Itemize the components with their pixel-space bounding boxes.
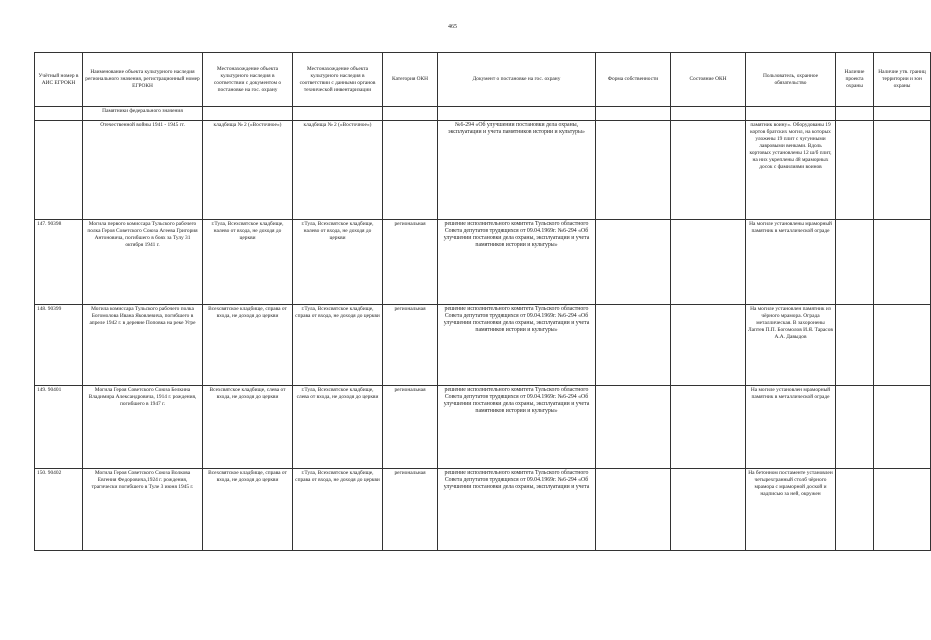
protection-document: решение исполнительного комитета Тульского областного Совета депутатов трудящихся от 09.04.1969г. №6-294 «Об улучшении постановки дела охраны, эксплуатации и учета памятников истории и культуры» xyxy=(438,305,596,386)
header-cell: Состояние ОКН xyxy=(671,53,746,107)
table-cell xyxy=(383,107,438,121)
borders xyxy=(874,469,931,551)
borders xyxy=(874,121,931,220)
protection-project xyxy=(836,386,874,469)
category: региональная xyxy=(383,469,438,551)
object-name: Могила Героя Советского Союза Волкова Евгения Федоровича,1924 г. рождения, трагически погибшего в Туле 3 июня 1945 г. xyxy=(83,469,203,551)
state xyxy=(671,386,746,469)
header-cell: Пользователь, охранное обязательство xyxy=(746,53,836,107)
table-cell xyxy=(438,107,596,121)
location-doc: Всехсвятское кладбище, справа от входа, не доходя до церкви xyxy=(203,469,293,551)
header-cell: Документ о постановке на гос. охрану xyxy=(438,53,596,107)
location-doc: Всехсвятское кладбище, справа от входа, не доходя до церкви xyxy=(203,305,293,386)
header-cell: Наличие проекта охраны xyxy=(836,53,874,107)
header-cell: Наличие утв. границ территории и зон охраны xyxy=(874,53,931,107)
table-cell xyxy=(596,107,671,121)
subheader-cell: Памятники федерального значения xyxy=(83,107,203,121)
row-number: 147. 90398 xyxy=(35,220,83,305)
table-row xyxy=(35,305,931,386)
category: региональная xyxy=(383,386,438,469)
protection-document: решение исполнительного комитета Тульского областного Совета депутатов трудящихся от 09.04.1969г. №6-294 «Об улучшении постановки дела охраны, эксплуатации и учета памятников истории и культуры» xyxy=(438,220,596,305)
page-number: 465 xyxy=(448,24,457,30)
location-doc: кладбища № 2 («Восточное») xyxy=(203,121,293,220)
ownership xyxy=(596,305,671,386)
location-bti: г.Тула, Всехсвятское кладбище, налево от входа, не доходя до церкви xyxy=(293,220,383,305)
state xyxy=(671,469,746,551)
category xyxy=(383,121,438,220)
table-row xyxy=(35,121,931,220)
table-row xyxy=(35,386,931,469)
location-bti: кладбища № 2 («Восточное») xyxy=(293,121,383,220)
ownership xyxy=(596,220,671,305)
table-cell xyxy=(203,107,293,121)
user-obligation: На могиле установлены мраморный памятник в металлической ограде xyxy=(746,220,836,305)
user-obligation: На бетонном постаменте установлен четырехгранный столб чёрного мрамора с мраморной доской и надписью за ней, окружен xyxy=(746,469,836,551)
state xyxy=(671,121,746,220)
table-cell xyxy=(293,107,383,121)
protection-project xyxy=(836,469,874,551)
table-cell xyxy=(836,107,874,121)
user-obligation: памятник воину». Оборудованы 19 кортов братских могил, на которых уложены 19 плит с чугунными лавровыми венками. Вдоль кортовых установлены 12 ш/б плит, на них укреплены 48 мраморных досок с фамилиями воинов xyxy=(746,121,836,220)
row-number: 149. 90401 xyxy=(35,386,83,469)
ownership xyxy=(596,386,671,469)
row-number xyxy=(35,121,83,220)
header-cell: Местонахождение объекта культурного наследия в соответствии с данными органов технической инвентаризации xyxy=(293,53,383,107)
header-cell: Форма собственности xyxy=(596,53,671,107)
row-number: 150. 90402 xyxy=(35,469,83,551)
state xyxy=(671,220,746,305)
header-cell: Учётный номер в АИС ЕГРОКН xyxy=(35,53,83,107)
protection-project xyxy=(836,121,874,220)
protection-document: решение исполнительного комитета Тульского областного Совета депутатов трудящихся от 09.04.1969г. №6-294 «Об улучшении постановки дела охраны, эксплуатации и учета xyxy=(438,469,596,551)
protection-project xyxy=(836,220,874,305)
header-row xyxy=(35,53,931,107)
location-bti: г.Тула, Всехсвятское кладбище, справа от входа, не доходя до церкви xyxy=(293,469,383,551)
location-bti: г.Тула, Всехсвятское кладбище, слева от входа, не доходя до церкви xyxy=(293,386,383,469)
user-obligation: На могиле установлен памятник из чёрного мрамора. Ограда металлическая. В захоронены Лаптев П.П. Богомолов И.Я. Тарасов А.А. Давыдов xyxy=(746,305,836,386)
table-cell xyxy=(671,107,746,121)
protection-document: решение исполнительного комитета Тульского областного Совета депутатов трудящихся от 09.04.1969г. №6-294 «Об улучшении постановки дела охраны, эксплуатации и учета памятников истории и культуры» xyxy=(438,386,596,469)
header-cell: Наименование объекта культурного наследия регионального значения, регистрационный номер ЕГРОКН xyxy=(83,53,203,107)
header-cell: Категория ОКН xyxy=(383,53,438,107)
object-name: Отечественной войны 1941 - 1945 гг. xyxy=(83,121,203,220)
heritage-table xyxy=(34,52,931,551)
location-doc: Всехсвятское кладбище, слева от входа, не доходя до церкви xyxy=(203,386,293,469)
category: региональная xyxy=(383,305,438,386)
location-doc: г.Тула, Всехсвятское кладбище, налево от входа, не доходя до церкви xyxy=(203,220,293,305)
state xyxy=(671,305,746,386)
table-cell xyxy=(746,107,836,121)
object-name: Могила первого комиссара Тульского рабочего полка Героя Советского Союза Агеева Григория Антоновича, погибшего в боях за Тулу 31 октября 1941 г. xyxy=(83,220,203,305)
table-cell xyxy=(874,107,931,121)
table-row xyxy=(35,469,931,551)
category: региональная xyxy=(383,220,438,305)
ownership xyxy=(596,469,671,551)
ownership xyxy=(596,121,671,220)
table-cell xyxy=(35,107,83,121)
borders xyxy=(874,386,931,469)
protection-document: №6-294 «Об улучшении постановки дела охраны, эксплуатации и учета памятников истории и культуры» xyxy=(438,121,596,220)
user-obligation: На могиле установлен мраморный памятник в металлической ограде xyxy=(746,386,836,469)
subheader-row xyxy=(35,107,931,121)
object-name: Могила Героя Советского Союза Белкина Владимира Александровича, 1914 г. рождения, погибшего в 1947 г. xyxy=(83,386,203,469)
location-bti: г.Тула, Всехсвятское кладбище, справа от входа, не доходя до церкви xyxy=(293,305,383,386)
object-name: Могила комиссара Тульского рабочего полка Богомолова Ивана Яковлевича, погибшего в апреле 1942 г. в деревне Поповка на реке Угре xyxy=(83,305,203,386)
borders xyxy=(874,220,931,305)
table-row xyxy=(35,220,931,305)
row-number: 148. 90399 xyxy=(35,305,83,386)
borders xyxy=(874,305,931,386)
header-cell: Местонахождение объекта культурного наследия в соответствии с документом о постановке на гос. охрану xyxy=(203,53,293,107)
protection-project xyxy=(836,305,874,386)
